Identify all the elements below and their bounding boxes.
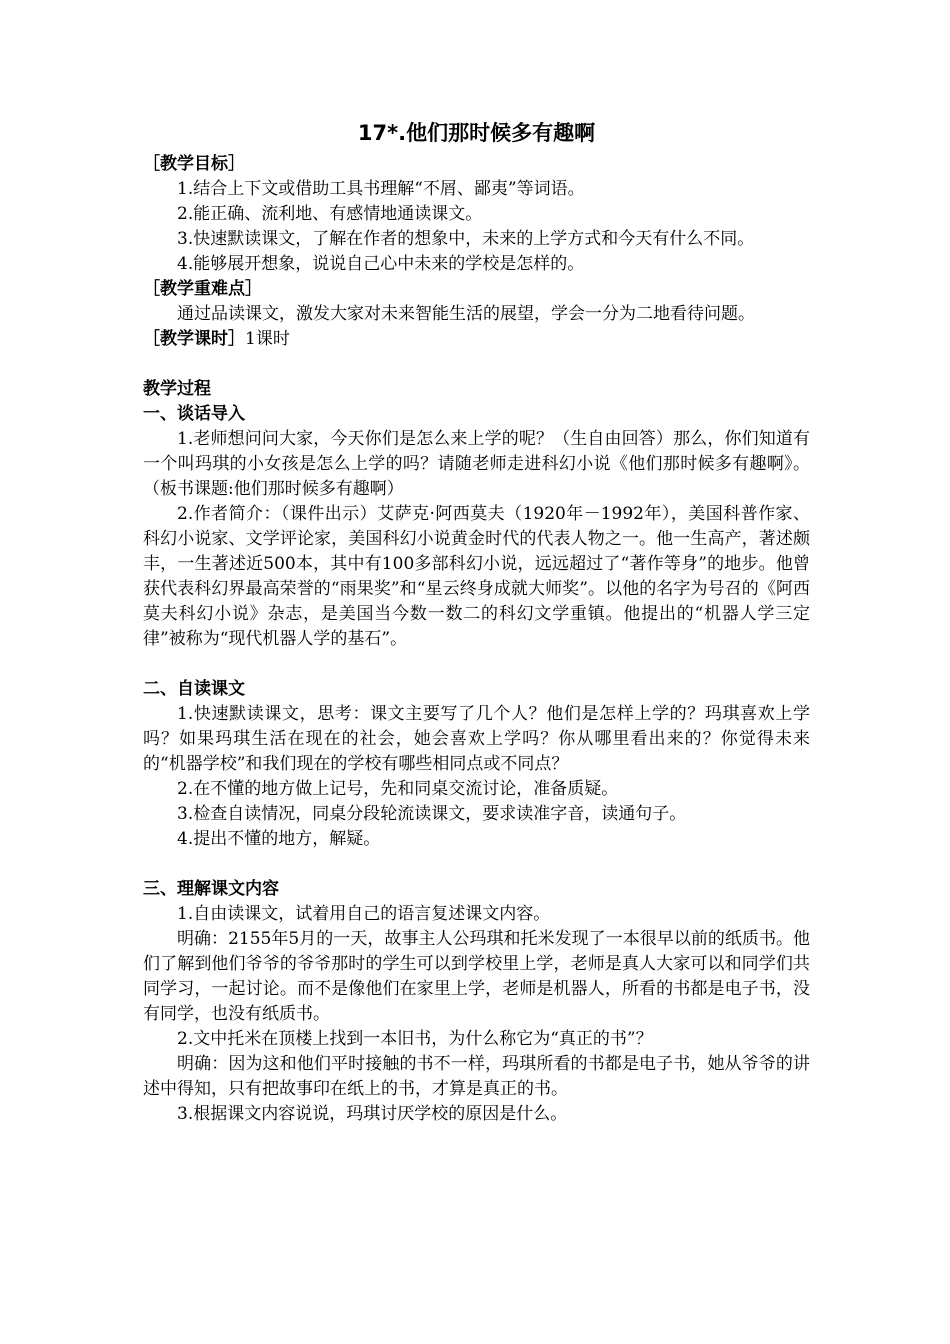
section-paragraph: 2.作者简介：（课件出示）艾萨克·阿西莫夫（1920年－1992年），美国科普作家、科幻小说家、文学评论家，美国科幻小说黄金时代的代表人物之一。他一生高产，著述颇丰，一生著述近500本，其中有100多部科幻小说，远远超过了“著作等身”的地步。他曾获代表科幻界最高荣誉的“雨果奖”和“星云终身成就大师奖”。以他的名字为号召的《阿西莫夫科幻小说》杂志，是美国当今数一数二的科幻文学重镇。他提出的“机器人学三定律”被称为“现代机器人学的基石”。	[143, 504, 810, 649]
process-heading: 教学过程	[143, 379, 211, 399]
objective-item: 3.快速默读课文，了解在作者的想象中，未来的上学方式和今天有什么不同。	[177, 229, 755, 249]
objective-item: 1.结合上下文或借助工具书理解“不屑、鄙夷”等词语。	[177, 179, 585, 199]
objective-item: 2.能正确、流利地、有感情地通读课文。	[177, 204, 483, 224]
document-title: 17*.他们那时候多有趣啊	[357, 121, 596, 145]
spacer	[143, 852, 810, 877]
section-paragraph: 3.检查自读情况，同桌分段轮流读课文，要求读准字音，读通句子。	[177, 804, 687, 824]
objective-item: 4.能够展开想象，说说自己心中未来的学校是怎样的。	[177, 254, 585, 274]
spacer	[143, 652, 810, 677]
section-paragraph: 明确：2155年5月的一天，故事主人公玛琪和托米发现了一本很早以前的纸质书。他们了解到他们爷爷的爷爷那时的学生可以到学校里上学，老师是真人大家可以和同学们共同学习，一起讨论。而不是像他们在家里上学，老师是机器人，所看的书都是电子书，没有同学，也没有纸质书。	[143, 929, 810, 1024]
section-paragraph: 1.快速默读课文，思考：课文主要写了几个人？他们是怎样上学的？玛琪喜欢上学吗？如果玛琪生活在现在的社会，她会喜欢上学吗？你从哪里看出来的？你觉得未来的“机器学校”和我们现在的学校有哪些相同点或不同点？	[143, 704, 810, 774]
section-heading: 三、理解课文内容	[143, 879, 279, 899]
key-points-heading: ［教学重难点］	[143, 279, 262, 299]
section-paragraph: 2.文中托米在顶楼上找到一本旧书，为什么称它为“真正的书”？	[177, 1029, 653, 1049]
class-hours-line	[143, 327, 810, 352]
section-paragraph: 4.提出不懂的地方，解疑。	[177, 829, 381, 849]
section-heading: 一、谈话导入	[143, 404, 245, 424]
spacer	[143, 352, 810, 377]
section-paragraph: 1.自由读课文，试着用自己的语言复述课文内容。	[177, 904, 551, 924]
key-points-text: 通过品读课文，激发大家对未来智能生活的展望，学会一分为二地看待问题。	[177, 304, 755, 324]
class-hours-heading: ［教学课时］	[143, 329, 245, 349]
section-paragraph: 2.在不懂的地方做上记号，先和同桌交流讨论，准备质疑。	[177, 779, 619, 799]
section-heading: 二、自读课文	[143, 679, 245, 699]
section-paragraph: 1.老师想问问大家，今天你们是怎么来上学的呢？（生自由回答）那么，你们知道有一个叫玛琪的小女孩是怎么上学的吗？请随老师走进科幻小说《他们那时候多有趣啊》。（板书课题:他们那时候多有趣啊）	[143, 429, 810, 499]
section-paragraph: 明确：因为这和他们平时接触的书不一样，玛琪所看的书都是电子书，她从爷爷的讲述中得知，只有把故事印在纸上的书，才算是真正的书。	[143, 1054, 810, 1099]
class-hours-value: 1课时	[245, 329, 290, 349]
section-paragraph: 3.根据课文内容说说，玛琪讨厌学校的原因是什么。	[177, 1104, 568, 1124]
objectives-heading: ［教学目标］	[143, 154, 245, 174]
